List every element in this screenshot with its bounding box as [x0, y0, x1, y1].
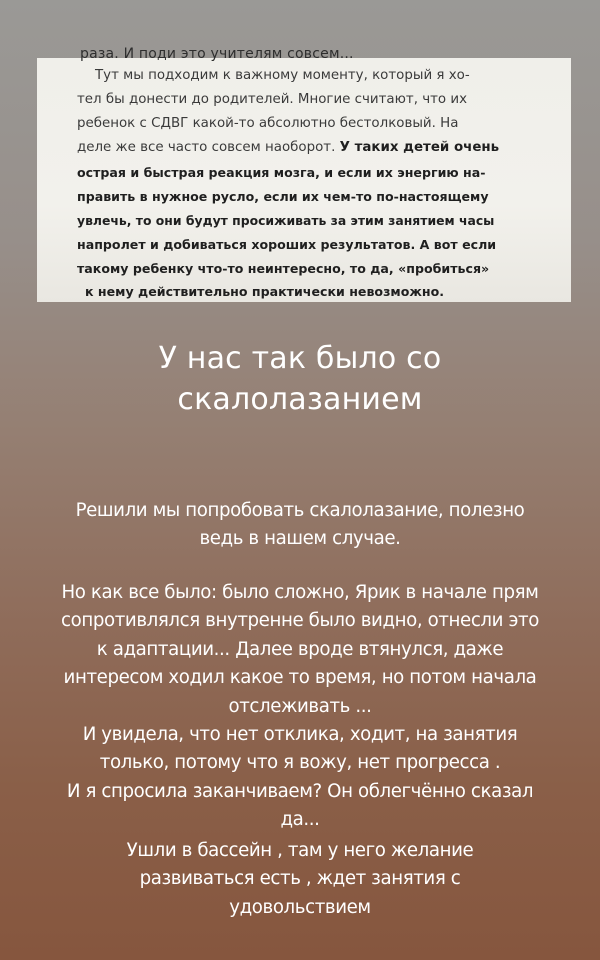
paragraph-line: Ушли в бассейн , там у него желание [126, 840, 474, 861]
paragraph-line: отслеживать ... [228, 695, 372, 717]
title-line: скалолазанием [177, 382, 423, 417]
book-line [77, 116, 458, 131]
book-line-bold: такому ребенку что-то неинтересно, то да, «пробиться» [77, 261, 490, 276]
paragraph-line: развиваться есть , ждет занятия с [139, 868, 461, 890]
book-page-photo [37, 46, 571, 302]
book-line-text: Тут мы подходим к важному моменту, который я хо- [95, 68, 470, 83]
paragraph-line: удовольствием [229, 896, 371, 918]
paragraph-line: сопротивлялся внутренне было видно, отнесли это [61, 610, 539, 632]
book-line-bold: к нему действительно практически невозможно. [85, 284, 445, 299]
book-line-bold: У таких детей очень [339, 140, 500, 155]
book-line-text: деле же все часто совсем наоборот. [77, 140, 340, 155]
book-cut-line: раза. И поди это учителям совсем... [80, 46, 354, 62]
paragraph-2 [20, 579, 580, 835]
book-line [95, 68, 470, 83]
book-line-text: тел бы донести до родителей. Многие считают, что их [77, 92, 468, 107]
paragraph-line: интересом ходил какое то время, но потом начала [63, 667, 537, 689]
book-line [77, 189, 489, 204]
book-line-bold: напролет и добиваться хороших результатов. А вот если [77, 237, 497, 252]
book-line-bold: увлечь, то они будут просиживать за этим занятием часы [77, 213, 495, 228]
book-line [77, 261, 489, 276]
paragraph-line: только, потому что я вожу, нет прогресса . [99, 752, 501, 774]
paragraph-line: к адаптации... Далее вроде втянулся, даже [96, 638, 504, 660]
book-line-bold: острая и быстрая реакция мозга, и если их энергию на- [77, 165, 486, 180]
paragraph-line: Решили мы попробовать скалолазание, полезно [75, 500, 525, 521]
book-line [77, 165, 485, 180]
book-line-bold: править в нужное русло, если их чем-то по-настоящему [77, 189, 489, 204]
story-title [0, 338, 600, 420]
paragraph-3 [20, 837, 580, 922]
book-line [77, 237, 496, 252]
paragraph-line: ведь в нашем случае. [199, 528, 401, 550]
book-line [85, 284, 444, 299]
title-line: У нас так было со [158, 341, 442, 376]
paragraph-line: Но как все было: было сложно, Ярик в начале прям [61, 582, 539, 603]
paragraph-1 [20, 497, 580, 554]
paragraph-line: И я спросила заканчиваем? Он облегчённо сказал [66, 780, 534, 802]
book-line-text: ребенок с СДВГ какой-то абсолютно бестолковый. На [77, 116, 459, 131]
book-line [77, 213, 494, 228]
book-line [77, 92, 467, 107]
paragraph-line: да... [280, 809, 320, 831]
paragraph-line: И увидела, что нет отклика, ходит, на занятия [82, 724, 518, 746]
book-line [77, 140, 499, 155]
